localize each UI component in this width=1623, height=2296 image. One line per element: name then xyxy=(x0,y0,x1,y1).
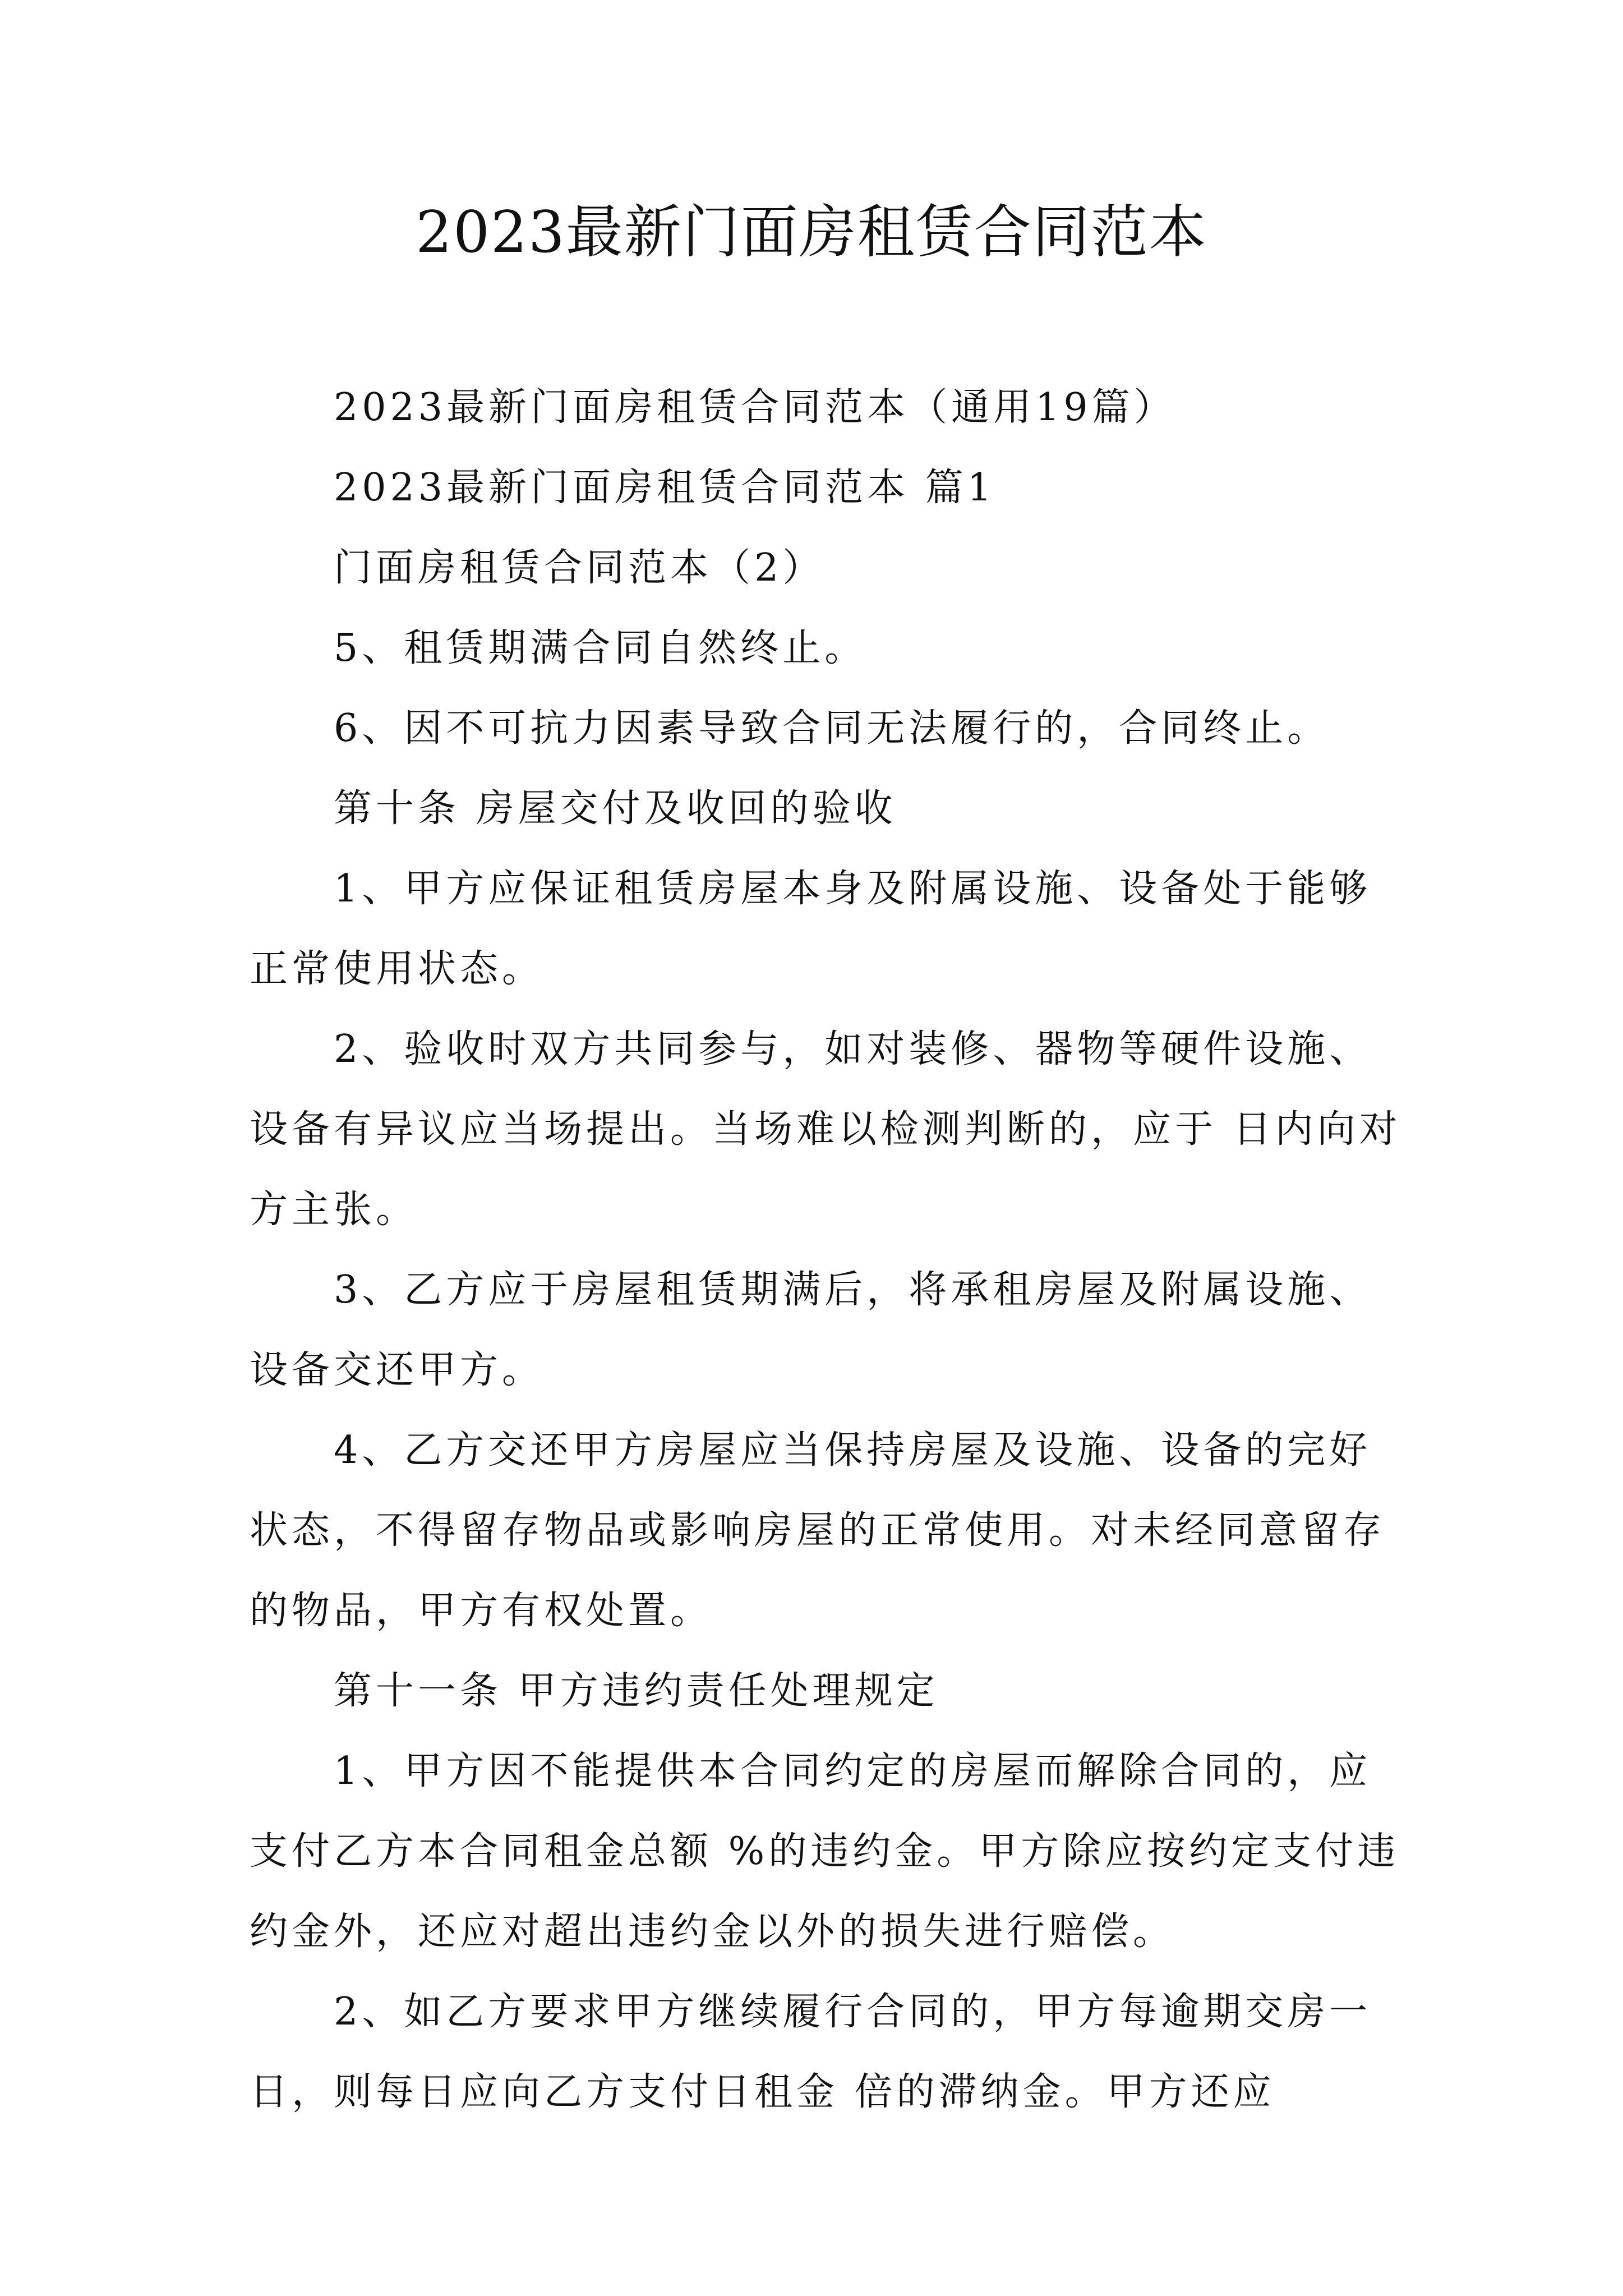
section-heading: 第十条 房屋交付及收回的验收 xyxy=(334,786,897,831)
paragraph: 1、甲方应保证租赁房屋本身及附属设施、设备处于能够正常使用状态。 xyxy=(250,867,1372,991)
paragraph: 3、乙方应于房屋租赁期满后，将承租房屋及附属设施、设备交还甲方。 xyxy=(250,1268,1372,1392)
paragraph: 2、验收时双方共同参与，如对装修、器物等硬件设施、设备有异议应当场提出。当场难以检测判断的，应于 日内向对方主张。 xyxy=(250,1027,1401,1232)
paragraph: 门面房租赁合同范本（2） xyxy=(334,546,825,590)
document-title: 2023最新门面房租赁合同范本 xyxy=(416,199,1207,266)
paragraph: 1、甲方因不能提供本合同约定的房屋而解除合同的，应支付乙方本合同租金总额 %的违约金。甲方除应按约定支付违约金外，还应对超出违约金以外的损失进行赔偿。 xyxy=(250,1749,1400,1954)
document-body xyxy=(250,367,1410,2132)
section-heading: 第十一条 甲方违约责任处理规定 xyxy=(334,1669,939,1713)
paragraph: 6、因不可抗力因素导致合同无法履行的，合同终止。 xyxy=(334,706,1330,751)
paragraph: 5、租赁期满合同自然终止。 xyxy=(334,626,867,670)
paragraph: 2023最新门面房租赁合同范本 篇1 xyxy=(334,466,995,510)
paragraph: 2023最新门面房租赁合同范本（通用19篇） xyxy=(334,385,1176,430)
paragraph: 4、乙方交还甲方房屋应当保持房屋及设施、设备的完好状态，不得留存物品或影响房屋的正常使用。对未经同意留存的物品，甲方有权处置。 xyxy=(250,1428,1386,1633)
paragraph: 2、如乙方要求甲方继续履行合同的，甲方每逾期交房一日，则每日应向乙方支付日租金 倍的滞纳金。甲方还应 xyxy=(250,1990,1372,2114)
